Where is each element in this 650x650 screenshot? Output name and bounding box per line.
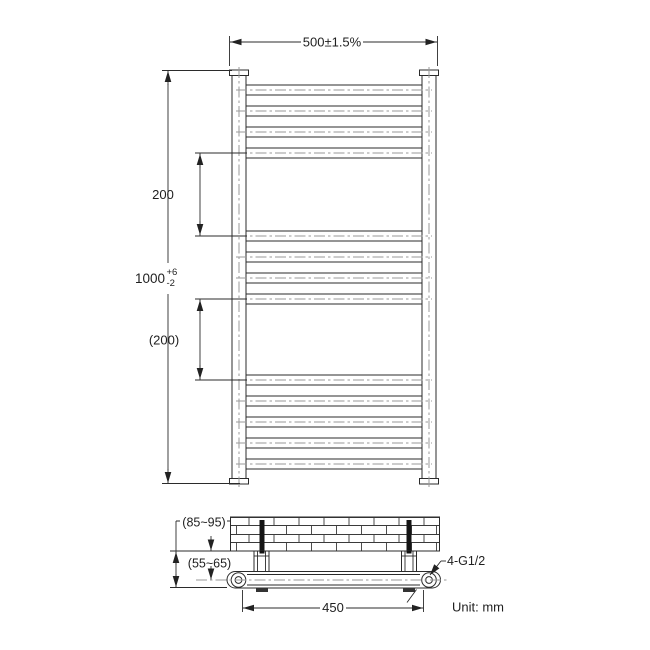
bracket-left <box>254 551 269 573</box>
dim-wall-offset-label: (85~95) <box>182 515 226 530</box>
anchor-bolt-right <box>407 520 412 553</box>
dim-height-tol-minus: -2 <box>166 278 175 289</box>
bracket-right <box>402 551 417 573</box>
thread-spec-label: 4-G1/2 <box>447 554 486 568</box>
anchor-bolt-left <box>260 520 265 553</box>
dim-connection-spacing-label: 450 <box>322 600 344 615</box>
dim-width-label: 500±1.5% <box>302 34 362 50</box>
dim-height-label: 1000 <box>134 271 165 286</box>
unit-label: Unit: mm <box>452 599 504 615</box>
dim-spacing-ref-label: (200) <box>148 332 180 348</box>
dim-height-tol-plus: +6 <box>166 267 178 278</box>
clamp-foot-right <box>403 588 415 592</box>
clamp-foot-left <box>256 588 268 592</box>
dim-wall-center-label: (55~65) <box>187 556 232 571</box>
dim-spacing-label: 200 <box>152 187 174 202</box>
